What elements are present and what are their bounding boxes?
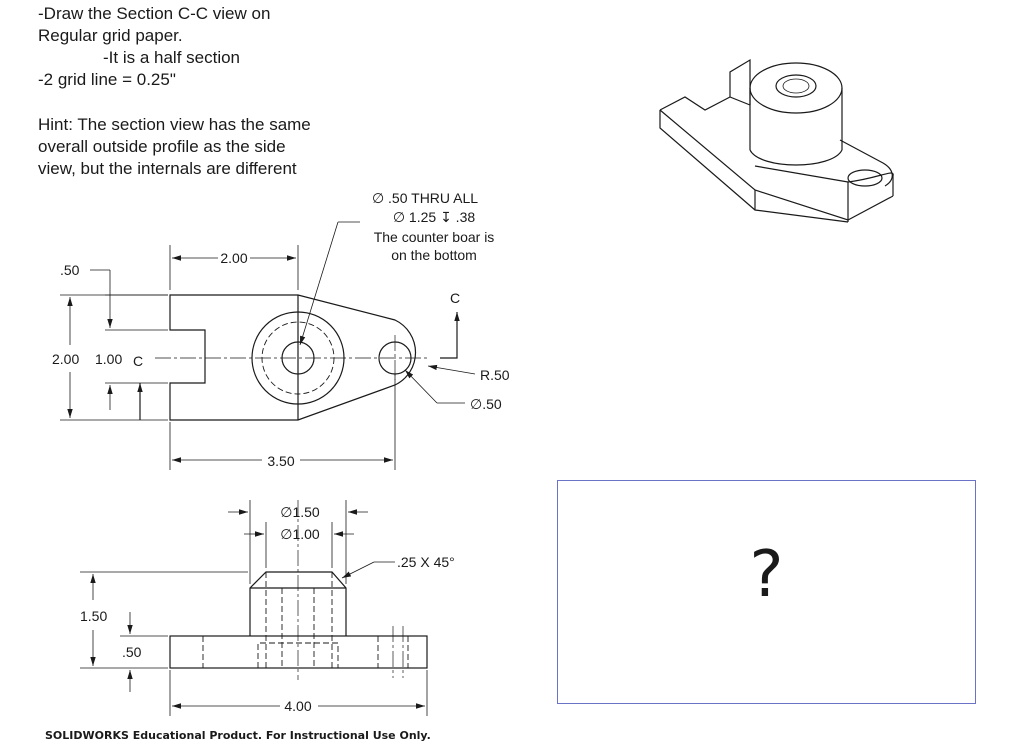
dim-hole-diameter: ∅.50: [470, 396, 502, 412]
front-view: [80, 500, 427, 716]
hole-note-line-3: The counter boar is: [373, 229, 495, 245]
hint-line-1: Hint: The section view has the same: [38, 115, 311, 134]
section-label-right: C: [450, 290, 461, 306]
dim-center-distance: 3.50: [267, 453, 295, 469]
hint-line-3: view, but the internals are different: [38, 159, 297, 178]
dim-radius: R.50: [480, 367, 510, 383]
dim-boss-inner: ∅1.00: [280, 526, 320, 542]
dim-length: 4.00: [284, 698, 312, 714]
instruction-line-1: -Draw the Section C-C view on: [38, 4, 271, 23]
section-label-left: C: [133, 353, 144, 369]
watermark: SOLIDWORKS Educational Product. For Instructional Use Only.: [45, 729, 431, 742]
hole-note-line-4: on the bottom: [391, 247, 477, 263]
dim-slot-depth: .50: [60, 262, 80, 278]
dim-total-height: 1.50: [80, 608, 108, 624]
dim-height-top: 2.00: [52, 351, 80, 367]
dim-inner-top: 1.00: [95, 351, 123, 367]
dim-base-height: .50: [122, 644, 142, 660]
instruction-line-2: Regular grid paper.: [38, 26, 183, 45]
instruction-line-4: -2 grid line = 0.25": [38, 70, 176, 89]
dim-chamfer: .25 X 45°: [397, 554, 455, 570]
hole-note-line-1: ∅ .50 THRU ALL: [371, 190, 479, 206]
question-mark: ?: [749, 538, 784, 612]
instruction-line-3: -It is a half section: [103, 48, 241, 67]
hole-note-line-2: ∅ 1.25 ↧ .38: [392, 209, 476, 225]
dim-boss-outer: ∅1.50: [280, 504, 320, 520]
isometric-view: [660, 60, 893, 222]
answer-box: [557, 480, 976, 704]
dim-width-top: 2.00: [220, 250, 248, 266]
hint-line-2: overall outside profile as the side: [38, 137, 286, 156]
